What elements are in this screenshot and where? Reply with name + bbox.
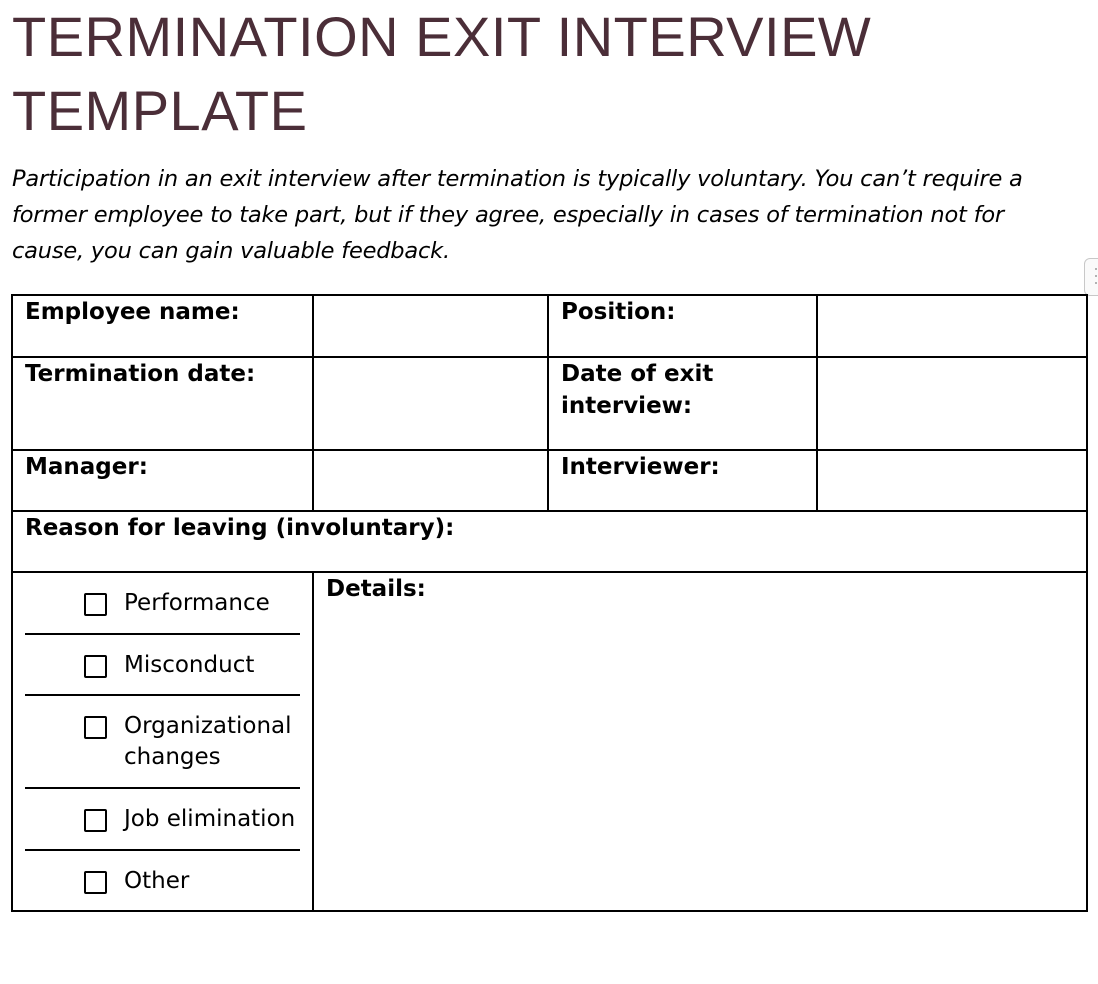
exit-interview-form-table: [11, 294, 1088, 912]
table-row: [12, 572, 1087, 911]
checkbox-icon[interactable]: [84, 593, 107, 616]
exit-interview-date-field[interactable]: [817, 357, 1087, 450]
position-field[interactable]: [817, 295, 1087, 357]
table-row: [12, 450, 1087, 511]
checkbox-icon[interactable]: [84, 716, 107, 739]
intro-paragraph: Participation in an exit interview after termination is typically voluntary. You can’t require a former employee to take part, but if they agree, especially in cases of termination not for cause, you can gain valuable feedback.: [12, 166, 1023, 264]
checkbox-icon[interactable]: [84, 871, 107, 894]
manager-field[interactable]: [313, 450, 548, 511]
reason-option-job-elimination[interactable]: [25, 789, 300, 851]
table-row: [12, 357, 1087, 450]
table-row: [12, 511, 1087, 572]
termination-date-field[interactable]: [313, 357, 548, 450]
reason-option-label: Performance: [124, 590, 270, 616]
reason-checklist: [12, 572, 313, 911]
reason-option-label: Organizational changes: [124, 713, 292, 770]
details-field[interactable]: [313, 572, 1087, 911]
termination-date-label: Termination date:: [12, 357, 313, 450]
table-row: [12, 295, 1087, 357]
details-label: Details:: [326, 576, 426, 602]
employee-name-field[interactable]: [313, 295, 548, 357]
document-title: TERMINATION EXIT INTERVIEW TEMPLATE: [12, 5, 872, 142]
drag-handle-icon[interactable]: [1084, 258, 1098, 296]
employee-name-label: Employee name:: [12, 295, 313, 357]
exit-interview-date-label: Date of exit interview:: [548, 357, 817, 450]
reason-option-label: Job elimination: [124, 806, 296, 832]
reason-option-other[interactable]: [25, 851, 300, 910]
reason-option-organizational-changes[interactable]: [25, 696, 300, 789]
reason-option-performance[interactable]: [25, 573, 300, 635]
interviewer-label: Interviewer:: [548, 450, 817, 511]
interviewer-field[interactable]: [817, 450, 1087, 511]
manager-label: Manager:: [12, 450, 313, 511]
reason-for-leaving-label: Reason for leaving (involuntary):: [12, 511, 1087, 572]
checkbox-icon[interactable]: [84, 655, 107, 678]
reason-option-label: Other: [124, 868, 190, 894]
reason-option-label: Misconduct: [124, 652, 255, 678]
checkbox-icon[interactable]: [84, 809, 107, 832]
position-label: Position:: [548, 295, 817, 357]
reason-option-misconduct[interactable]: [25, 635, 300, 696]
